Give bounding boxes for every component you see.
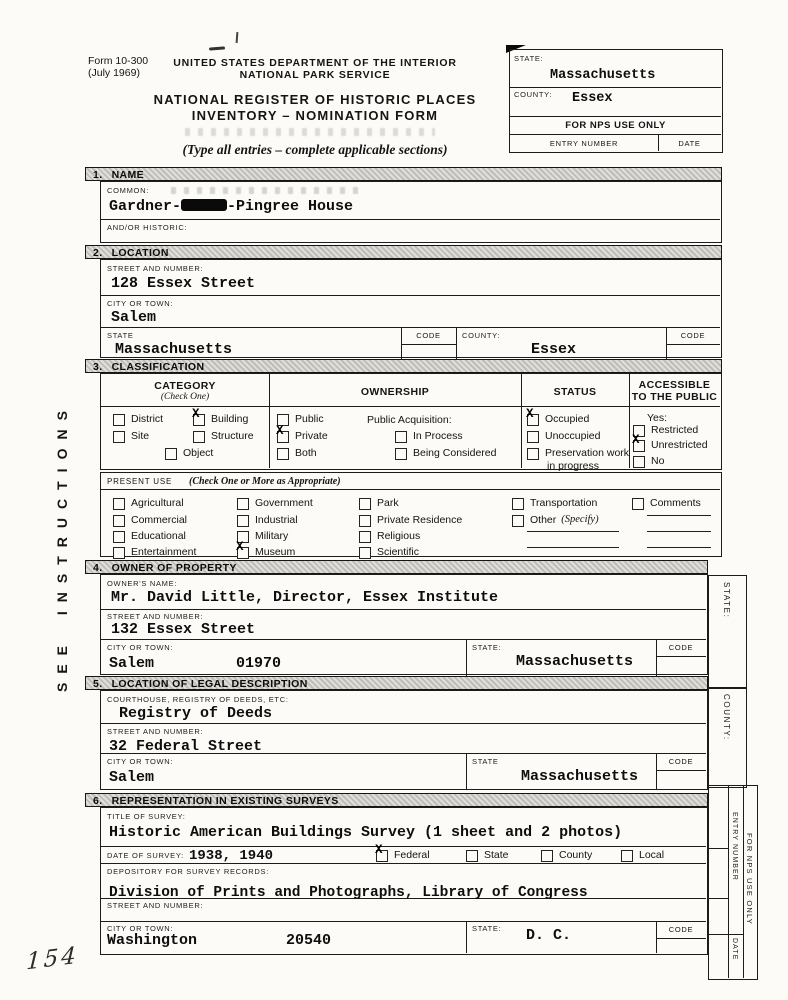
- checkbox-military[interactable]: [237, 531, 288, 543]
- courthouse-value: Registry of Deeds: [119, 705, 273, 722]
- margin-state-label: STATE:: [722, 582, 731, 619]
- checkbox-government[interactable]: [237, 498, 313, 510]
- object-checkbox[interactable]: [165, 448, 177, 460]
- redacted-word: [181, 199, 227, 211]
- divider: [101, 921, 706, 922]
- entry-number-label: ENTRY NUMBER: [549, 139, 619, 148]
- state-label: STATE:: [472, 924, 502, 933]
- section-title: LOCATION OF LEGAL DESCRIPTION: [111, 678, 308, 690]
- preservation-checkbox[interactable]: [527, 448, 539, 460]
- street-value: 132 Essex Street: [111, 621, 256, 638]
- divider: [510, 116, 721, 117]
- divider: [101, 846, 706, 847]
- location-section-box: [100, 259, 722, 358]
- divider: [101, 295, 720, 296]
- form-number-block: [88, 55, 148, 79]
- code-label: CODE: [680, 331, 706, 340]
- divider: [656, 656, 706, 657]
- code-label: CODE: [668, 643, 694, 652]
- section-number: 3.: [93, 361, 103, 373]
- city-value: Salem: [111, 309, 157, 326]
- both-checkbox[interactable]: [277, 448, 289, 460]
- transportation-label: Transportation: [530, 497, 598, 509]
- accessible-header-line1: ACCESSIBLE: [638, 379, 711, 391]
- checkbox-federal[interactable]: [376, 850, 430, 862]
- form-date: (July 1969): [88, 67, 140, 79]
- preservation-label-line2: in progress: [547, 460, 599, 472]
- section-title: CLASSIFICATION: [111, 361, 205, 373]
- building-checkbox[interactable]: [193, 414, 205, 426]
- department-line1: UNITED STATES DEPARTMENT OF THE INTERIOR: [173, 57, 457, 69]
- county-value: Essex: [572, 91, 613, 106]
- checkbox-private[interactable]: [277, 431, 328, 443]
- state-value: D. C.: [526, 927, 572, 944]
- city-label: CITY OR TOWN:: [107, 643, 174, 652]
- scientific-label: Scientific: [377, 546, 420, 558]
- federal-label: Federal: [394, 849, 430, 861]
- religious-checkbox[interactable]: [359, 531, 371, 543]
- checkbox-restricted[interactable]: [633, 425, 698, 437]
- section-title: OWNER OF PROPERTY: [111, 562, 237, 574]
- county-value: Essex: [531, 341, 577, 358]
- city-label: CITY OR TOWN:: [107, 924, 174, 933]
- local-level-checkbox[interactable]: [621, 850, 633, 862]
- nps-use-only-label: FOR NPS USE ONLY: [565, 120, 666, 131]
- checkbox-unoccupied[interactable]: [527, 431, 600, 443]
- category-note: (Check One): [160, 392, 210, 402]
- no-label: No: [651, 455, 665, 467]
- form-title-line2: INVENTORY – NOMINATION FORM: [191, 108, 439, 123]
- unrestricted-label: Unrestricted: [651, 439, 708, 451]
- margin-county-label: COUNTY:: [722, 694, 731, 741]
- city-label: CITY OR TOWN:: [107, 757, 174, 766]
- industrial-checkbox[interactable]: [237, 515, 249, 527]
- county-label: COUNTY:: [514, 90, 553, 99]
- site-checkbox[interactable]: [113, 431, 125, 443]
- building-label: Building: [211, 413, 249, 425]
- depository-label: DEPOSITORY FOR SURVEY RECORDS:: [107, 867, 270, 876]
- checkbox-entertainment[interactable]: [113, 547, 196, 559]
- divider: [656, 938, 706, 939]
- present-use-box: [100, 472, 722, 557]
- divider: [666, 344, 720, 345]
- divider: [510, 87, 721, 88]
- survey-title-value: Historic American Buildings Survey (1 sheet and 2 photos): [109, 824, 623, 841]
- in-process-label: In Process: [413, 430, 463, 442]
- occupied-checkbox[interactable]: [527, 414, 539, 426]
- divider: [728, 786, 729, 978]
- checkbox-other[interactable]: [512, 515, 599, 527]
- both-label: Both: [295, 447, 317, 459]
- form-number: Form 10-300: [88, 55, 149, 67]
- common-name-label: COMMON:: [107, 186, 149, 195]
- historic-name-label: AND/OR HISTORIC:: [107, 223, 188, 232]
- common-name-value: [109, 198, 353, 215]
- code-label: CODE: [668, 757, 694, 766]
- divider: [101, 609, 706, 610]
- private-checkbox[interactable]: [277, 431, 289, 443]
- unoccupied-label: Unoccupied: [545, 430, 601, 442]
- divider: [101, 723, 706, 724]
- checkbox-structure[interactable]: [193, 431, 254, 443]
- divider: [629, 374, 630, 468]
- site-label: Site: [131, 430, 150, 442]
- state-level-checkbox[interactable]: [466, 850, 478, 862]
- see-instructions-label: SEE INSTRUCTIONS: [54, 402, 70, 692]
- section-number: 6.: [93, 795, 103, 807]
- park-label: Park: [377, 497, 399, 509]
- commercial-checkbox[interactable]: [113, 515, 125, 527]
- divider: [101, 639, 706, 640]
- entertainment-checkbox[interactable]: [113, 547, 125, 559]
- divider: [101, 863, 706, 864]
- section-number: 1.: [93, 169, 103, 181]
- checkbox-building[interactable]: [193, 414, 248, 426]
- status-header: STATUS: [553, 386, 597, 398]
- checkbox-industrial[interactable]: [237, 515, 298, 527]
- checkbox-state-level[interactable]: [466, 850, 509, 862]
- checkbox-scientific[interactable]: [359, 547, 419, 559]
- divider: [658, 134, 659, 151]
- object-label: Object: [183, 447, 214, 459]
- structure-checkbox[interactable]: [193, 431, 205, 443]
- divider: [101, 327, 720, 328]
- being-considered-checkbox[interactable]: [395, 448, 407, 460]
- other-label: Other: [530, 514, 557, 526]
- checkbox-comments[interactable]: [632, 498, 701, 510]
- checkbox-both[interactable]: [277, 448, 317, 460]
- city-value: Salem: [109, 769, 155, 786]
- divider: [269, 374, 270, 468]
- other-checkbox[interactable]: [512, 515, 524, 527]
- owner-name-value: Mr. David Little, Director, Essex Institute: [111, 589, 499, 606]
- entertainment-label: Entertainment: [131, 546, 197, 558]
- code-label: CODE: [416, 331, 441, 340]
- section-bar-location: [85, 245, 722, 259]
- industrial-label: Industrial: [255, 514, 298, 526]
- military-label: Military: [255, 530, 289, 542]
- state-level-label: State: [484, 849, 509, 861]
- divider: [743, 786, 744, 978]
- in-process-checkbox[interactable]: [395, 431, 407, 443]
- restricted-label: Restricted: [651, 424, 699, 436]
- agricultural-label: Agricultural: [131, 497, 184, 509]
- checkbox-no[interactable]: [633, 456, 664, 468]
- no-checkbox[interactable]: [633, 456, 645, 468]
- handwritten-page-number: 154: [25, 942, 80, 976]
- religious-label: Religious: [377, 530, 421, 542]
- name-section-box: [100, 181, 722, 243]
- margin-date-label: DATE: [731, 938, 738, 961]
- department-line2: NATIONAL PARK SERVICE: [239, 69, 391, 81]
- courthouse-label: COURTHOUSE, REGISTRY OF DEEDS, ETC:: [107, 695, 289, 704]
- district-label: District: [131, 413, 164, 425]
- comments-checkbox[interactable]: [632, 498, 644, 510]
- checkbox-agricultural[interactable]: [113, 498, 184, 510]
- street-label: STREET AND NUMBER:: [107, 612, 204, 621]
- street-label: STREET AND NUMBER:: [107, 264, 204, 273]
- section-number: 5.: [93, 678, 103, 690]
- section-title: LOCATION: [111, 247, 169, 259]
- survey-title-label: TITLE OF SURVEY:: [107, 812, 186, 821]
- checkbox-museum[interactable]: [237, 547, 295, 559]
- private-label: Private: [295, 430, 328, 442]
- checkbox-local-level[interactable]: [621, 850, 664, 862]
- public-label: Public: [295, 413, 324, 425]
- street-value: 32 Federal Street: [109, 738, 263, 755]
- state-label: STATE: [472, 757, 499, 766]
- agricultural-checkbox[interactable]: [113, 498, 125, 510]
- divider: [101, 753, 706, 754]
- code-label: CODE: [668, 925, 694, 934]
- divider: [466, 639, 467, 676]
- checkbox-transportation[interactable]: [512, 498, 597, 510]
- state-label: STATE: [107, 331, 134, 340]
- checkbox-preservation-work[interactable]: [527, 448, 629, 460]
- checkbox-park[interactable]: [359, 498, 399, 510]
- county-level-label: County: [559, 849, 593, 861]
- divider: [466, 921, 467, 953]
- blank-line[interactable]: [527, 531, 619, 532]
- museum-label: Museum: [255, 546, 296, 558]
- blank-line[interactable]: [647, 547, 711, 548]
- checkbox-county-level[interactable]: [541, 850, 592, 862]
- divider: [101, 219, 720, 220]
- state-label: STATE:: [514, 54, 544, 63]
- divider: [401, 344, 456, 345]
- blank-line[interactable]: [647, 531, 711, 532]
- date-label: DATE: [678, 139, 701, 148]
- city-value: Washington: [107, 932, 198, 949]
- divider: [456, 327, 457, 359]
- state-value: Massachusetts: [550, 68, 656, 83]
- being-considered-label: Being Considered: [413, 447, 497, 459]
- street-label: STREET AND NUMBER:: [107, 727, 204, 736]
- scan-mark: [209, 46, 225, 50]
- checkbox-occupied[interactable]: [527, 414, 589, 426]
- section-title: REPRESENTATION IN EXISTING SURVEYS: [111, 795, 339, 807]
- comments-label: Comments: [650, 497, 701, 509]
- divider: [709, 848, 728, 849]
- government-label: Government: [255, 497, 313, 509]
- educational-label: Educational: [131, 530, 186, 542]
- section-bar-owner: [85, 560, 708, 574]
- checkbox-being-considered[interactable]: [395, 448, 496, 460]
- common-name-pre: Gardner-: [109, 198, 182, 215]
- state-value: Massachusetts: [115, 341, 233, 358]
- private-residence-label: Private Residence: [377, 514, 463, 526]
- checkbox-site[interactable]: [113, 431, 149, 443]
- preservation-label: Preservation work: [545, 447, 630, 459]
- zip-value: 01970: [236, 655, 282, 672]
- type-note: (Type all entries – complete applicable sections): [182, 142, 448, 157]
- unoccupied-checkbox[interactable]: [527, 431, 539, 443]
- category-header: CATEGORY: [154, 380, 216, 392]
- checkbox-object[interactable]: [165, 448, 213, 460]
- occupied-label: Occupied: [545, 413, 590, 425]
- nps-state-box: [509, 49, 723, 153]
- surveys-section-box: [100, 807, 708, 955]
- present-use-note: (Check One or More as Appropriate): [189, 476, 341, 487]
- private-residence-checkbox[interactable]: [359, 515, 371, 527]
- divider: [656, 770, 706, 771]
- divider: [521, 374, 522, 468]
- depository-value: Division of Prints and Photographs, Library of Congress: [109, 885, 588, 901]
- scan-smudge: [171, 187, 366, 194]
- checkbox-commercial[interactable]: [113, 515, 187, 527]
- divider: [709, 934, 743, 935]
- owner-section-box: [100, 574, 708, 675]
- common-name-post: -Pingree House: [227, 198, 354, 215]
- section-bar-classification: [85, 359, 722, 373]
- unrestricted-checkbox[interactable]: [633, 440, 645, 452]
- county-label: COUNTY:: [462, 331, 501, 340]
- state-label: STATE:: [472, 643, 502, 652]
- section-bar-name: [85, 167, 722, 181]
- scan-mark: [236, 32, 239, 43]
- margin-nps-use-only-label: FOR NPS USE ONLY: [745, 833, 754, 925]
- local-level-label: Local: [639, 849, 665, 861]
- acquisition-label: Public Acquisition:: [367, 414, 452, 426]
- educational-checkbox[interactable]: [113, 531, 125, 543]
- checkbox-in-process[interactable]: [395, 431, 463, 443]
- divider: [510, 134, 721, 135]
- checkbox-religious[interactable]: [359, 531, 420, 543]
- other-specify-note: (Specify): [561, 514, 599, 525]
- state-value: Massachusetts: [521, 768, 639, 785]
- state-value: Massachusetts: [516, 653, 634, 670]
- divider: [709, 898, 728, 899]
- structure-label: Structure: [211, 430, 254, 442]
- margin-entry-number-label: ENTRY NUMBER: [731, 812, 738, 881]
- section-number: 4.: [93, 562, 103, 574]
- divider: [466, 753, 467, 789]
- section-number: 2.: [93, 247, 103, 259]
- divider: [101, 489, 720, 490]
- commercial-label: Commercial: [131, 514, 188, 526]
- checkbox-educational[interactable]: [113, 531, 186, 543]
- scan-smudge: [185, 128, 435, 136]
- section-bar-surveys: [85, 793, 708, 807]
- transportation-checkbox[interactable]: [512, 498, 524, 510]
- museum-checkbox[interactable]: [237, 547, 249, 559]
- district-checkbox[interactable]: [113, 414, 125, 426]
- legal-section-box: [100, 690, 708, 790]
- survey-date-label: DATE OF SURVEY:: [107, 851, 184, 860]
- county-level-checkbox[interactable]: [541, 850, 553, 862]
- ownership-header: OWNERSHIP: [360, 386, 430, 398]
- survey-date-value: 1938, 1940: [189, 848, 274, 864]
- city-value: Salem: [109, 655, 155, 672]
- blank-line[interactable]: [647, 515, 711, 516]
- checkbox-unrestricted[interactable]: [633, 440, 708, 452]
- street-value: 128 Essex Street: [111, 275, 256, 292]
- park-checkbox[interactable]: [359, 498, 371, 510]
- street-label: STREET AND NUMBER:: [107, 901, 204, 910]
- accessible-header-line2: TO THE PUBLIC: [631, 391, 718, 403]
- section-title: NAME: [111, 169, 145, 181]
- city-label: CITY OR TOWN:: [107, 299, 174, 308]
- classification-table: [100, 373, 722, 470]
- form-title-line1: NATIONAL REGISTER OF HISTORIC PLACES: [153, 92, 477, 107]
- zip-value: 20540: [286, 932, 332, 949]
- blank-line[interactable]: [527, 547, 619, 548]
- government-checkbox[interactable]: [237, 498, 249, 510]
- checkbox-district[interactable]: [113, 414, 163, 426]
- section-bar-legal: [85, 676, 708, 690]
- owner-name-label: OWNER'S NAME:: [107, 579, 178, 588]
- federal-checkbox[interactable]: [376, 850, 388, 862]
- accessible-yes-label: Yes:: [647, 412, 668, 424]
- checkbox-private-residence[interactable]: [359, 515, 462, 527]
- scientific-checkbox[interactable]: [359, 547, 371, 559]
- present-use-label: PRESENT USE: [107, 477, 173, 486]
